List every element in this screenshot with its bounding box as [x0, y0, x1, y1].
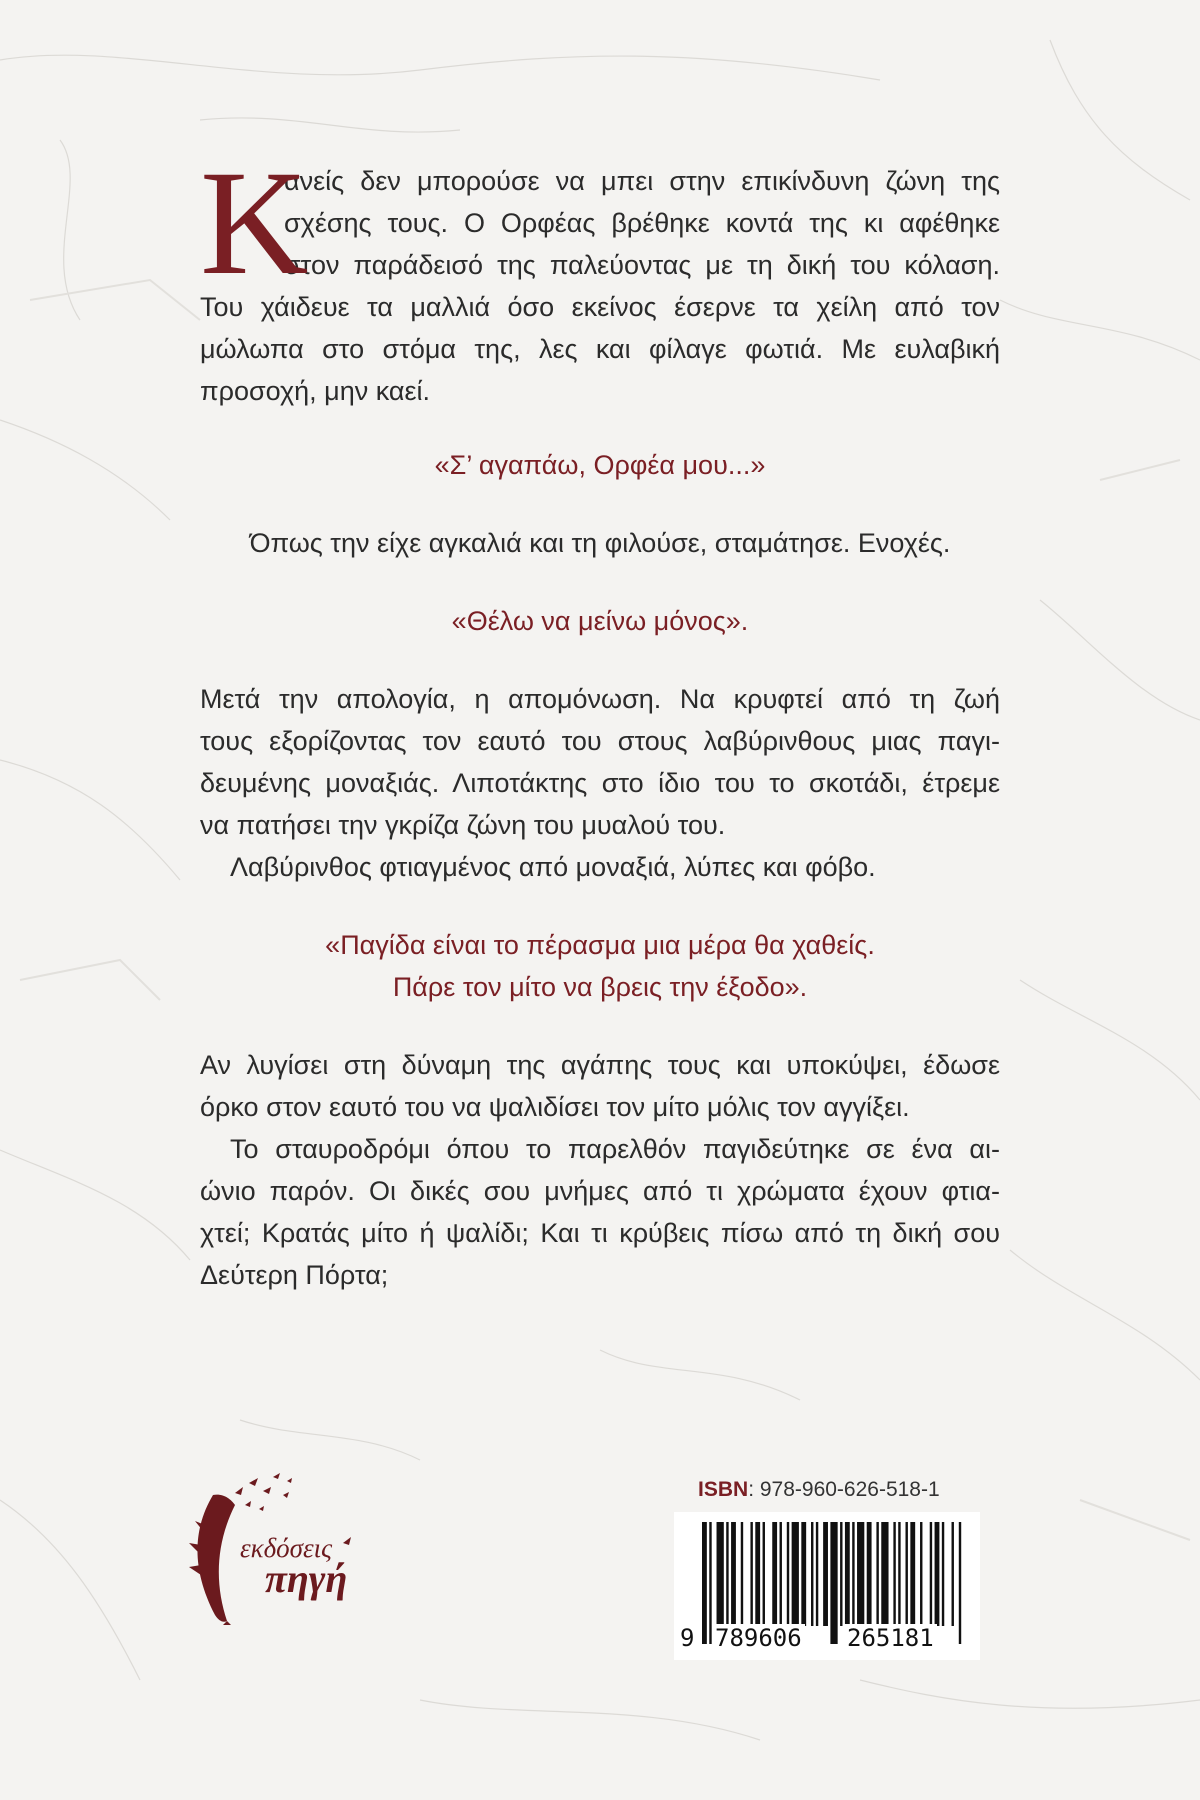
- barcode-right-digits: 265181: [844, 1624, 937, 1652]
- publisher-name-line1: εκδόσεις: [240, 1533, 333, 1563]
- barcode-bar: [857, 1522, 864, 1626]
- text-line: Μετά την απολογία, η απομόνωση. Να κρυφτεί από τη ζωή: [200, 684, 1000, 714]
- isbn-barcode-block: [674, 1478, 980, 1660]
- barcode-bar: [763, 1522, 765, 1626]
- barcode-bar: [780, 1522, 782, 1626]
- barcode-bar: [852, 1522, 854, 1626]
- paragraph-oath: [200, 1044, 1000, 1296]
- publisher-logo: [175, 1465, 405, 1625]
- publisher-name-line2: πηγή: [265, 1556, 348, 1601]
- barcode-bar: [772, 1522, 777, 1626]
- barcode-bar: [942, 1522, 944, 1626]
- barcode-bar: [816, 1522, 818, 1626]
- centered-line: Όπως την είχε αγκαλιά και τη φιλούσε, σταμάτησε. Ενοχές.: [249, 528, 951, 558]
- barcode-bar: [811, 1522, 813, 1626]
- text-line: στον παράδεισό της παλεύοντας με τη δική του κόλαση.: [284, 250, 1000, 280]
- text-line: σχέσης τους. Ο Ορφέας βρέθηκε κοντά της κι αφέθηκε: [284, 208, 1000, 238]
- quote-trap-line2: Πάρε τον μίτο να βρεις την έξοδο».: [392, 972, 808, 1002]
- barcode-bar: [787, 1522, 789, 1626]
- barcode-bar: [910, 1522, 915, 1626]
- barcode: [674, 1512, 980, 1660]
- paragraph-intro: [200, 140, 1000, 412]
- text-line: Λαβύρινθος φτιαγμένος από μοναξιά, λύπες και φόβο.: [230, 852, 876, 882]
- back-cover-text: [200, 140, 1000, 1296]
- text-line: όρκο στον εαυτό του να ψαλιδίσει τον μίτο μόλις τον αγγίξει.: [200, 1092, 910, 1122]
- text-line: τους εξορίζοντας τον εαυτό του στους λαβύρινθους μιας παγι-: [200, 726, 1000, 756]
- barcode-bar: [717, 1522, 724, 1626]
- text-line: ανείς δεν μπορούσε να μπει στην επικίνδυνη ζώνη της: [284, 166, 1000, 196]
- barcode-bar: [823, 1522, 828, 1626]
- text-line: Του χάιδευε τα μαλλιά όσο εκείνος έσερνε τα χείλη από τον: [200, 292, 1000, 322]
- isbn-line: [698, 1478, 980, 1508]
- barcode-bar: [755, 1522, 760, 1626]
- barcode-bar: [726, 1522, 728, 1626]
- barcode-bar: [881, 1522, 888, 1626]
- barcode-bar: [750, 1522, 752, 1626]
- barcode-bar: [898, 1522, 900, 1626]
- text-line: Δεύτερη Πόρτα;: [200, 1260, 389, 1290]
- isbn-number: 978-960-626-518-1: [759, 1478, 940, 1501]
- quote-trap-line1: «Παγίδα είναι το πέρασμα μια μέρα θα χαθείς.: [325, 930, 875, 960]
- text-line: ώνιο παρόν. Οι δικές σου μνήμες από τι χρώματα έχουν φτια-: [200, 1176, 1000, 1206]
- isbn-label: ISBN: [698, 1478, 749, 1501]
- barcode-bar: [893, 1522, 895, 1626]
- barcode-bar: [952, 1522, 954, 1626]
- text-line: Το σταυροδρόμι όπου το παρελθόν παγιδεύτηκε σε ένα αι-: [230, 1134, 1000, 1164]
- quote-alone: «Θέλω να μείνω μόνος».: [451, 606, 749, 636]
- barcode-bar: [741, 1522, 743, 1626]
- barcode-bar: [792, 1522, 799, 1626]
- barcode-bar: [867, 1522, 872, 1626]
- text-line: δευμένης μοναξιάς. Λιποτάκτης στο ίδιο του το σκοτάδι, έτρεμε: [200, 768, 1000, 798]
- drop-cap: Κ: [200, 140, 309, 306]
- barcode-left-digits: 789606: [712, 1624, 805, 1652]
- text-line: να πατήσει την γκρίζα ζώνη του μυαλού του.: [200, 810, 726, 840]
- barcode-bar: [920, 1522, 922, 1626]
- barcode-bar: [731, 1522, 736, 1626]
- barcode-bar: [930, 1522, 932, 1626]
- text-line: προσοχή, μην καεί.: [200, 376, 431, 406]
- barcode-bar: [845, 1522, 850, 1626]
- barcode-bar: [840, 1522, 842, 1626]
- barcode-digits: [674, 1624, 980, 1654]
- text-line: Αν λυγίσει στη δύναμη της αγάπης τους και υποκύψει, έδωσε: [200, 1050, 1000, 1080]
- text-line: μώλωπα στο στόμα της, λες και φίλαγε φωτιά. Με ευλαβική: [200, 334, 1000, 364]
- paragraph-isolation: [200, 678, 1000, 888]
- barcode-bar: [905, 1522, 907, 1626]
- barcode-bar: [801, 1522, 806, 1626]
- barcode-first-digit: 9: [680, 1624, 695, 1652]
- isbn-colon: :: [748, 1478, 760, 1501]
- barcode-bar: [876, 1522, 878, 1626]
- barcode-bar: [935, 1522, 940, 1626]
- text-line: χτεί; Κρατάς μίτο ή ψαλίδι; Και τι κρύβεις πίσω από τη δική σου: [200, 1218, 1000, 1248]
- quote-love: «Σ’ αγαπάω, Ορφέα μου...»: [434, 450, 766, 480]
